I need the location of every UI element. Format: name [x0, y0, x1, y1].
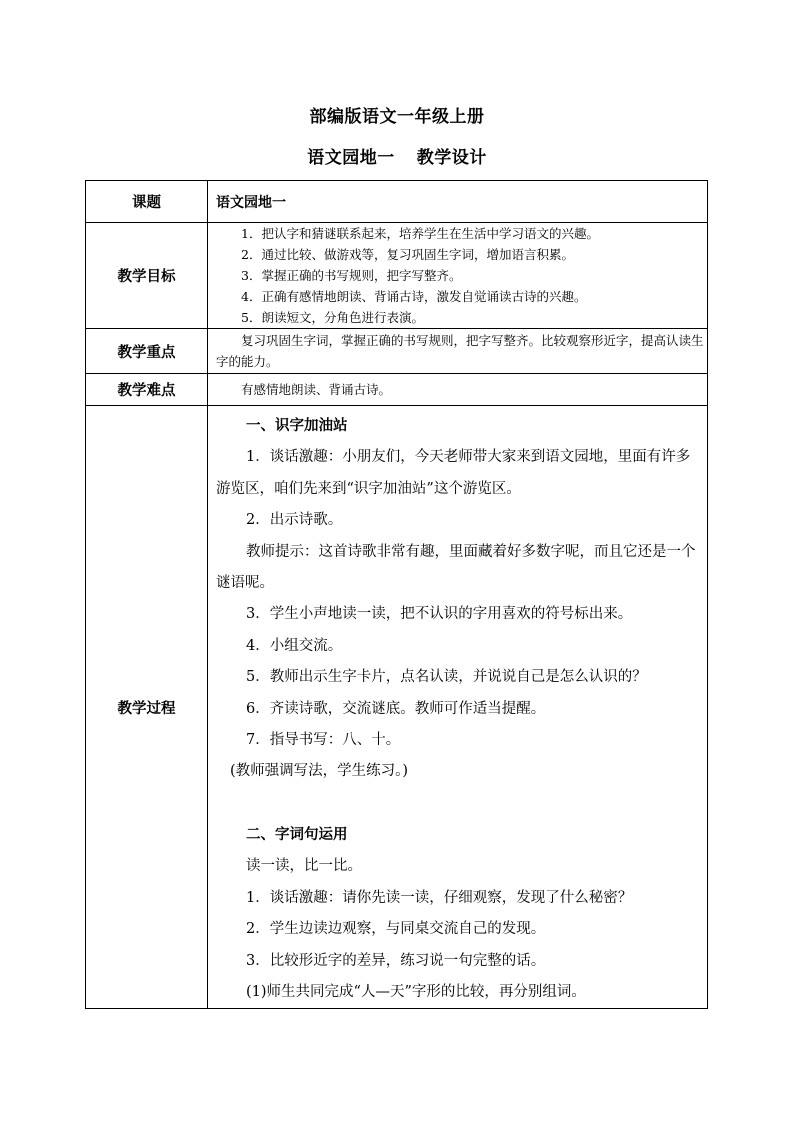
objective-item: 4．正确有感情地朗读、背诵古诗，激发自觉诵读古诗的兴趣。	[241, 289, 587, 304]
process-line: 1．谈话激趣：小朋友们，今天老师带大家来到语文园地，里面有许多游览区，咱们先来到“识字加油站”这个游览区。	[216, 449, 691, 497]
value-topic: 语文园地一	[208, 181, 708, 223]
value-process	[208, 406, 708, 1009]
subtitle-part2: 教学设计	[416, 148, 487, 168]
process-line: 7．指导书写：八、十。	[246, 732, 401, 749]
section-heading: 一、识字加油站	[246, 418, 348, 434]
lesson-plan-table	[85, 180, 708, 1009]
objective-item: 5．朗读短文，分角色进行表演。	[241, 310, 424, 325]
objective-item: 3．掌握正确的书写规则，把字写整齐。	[241, 268, 462, 283]
row-key-points	[86, 329, 708, 374]
label-key-points: 教学重点	[86, 329, 208, 374]
value-key-points: 复习巩固生字词，掌握正确的书写规则，把字写整齐。比较观察形近字，提高认读生字的能力。	[208, 329, 708, 374]
process-line: (1)师生共同完成“人—天”字形的比较，再分别组词。	[246, 983, 586, 1000]
label-objectives: 教学目标	[86, 223, 208, 329]
value-difficulties: 有感情地朗读、背诵古诗。	[208, 374, 708, 406]
process-line: 6．齐读诗歌，交流谜底。教师可作适当提醒。	[246, 700, 546, 717]
objective-item: 1．把认字和猜谜联系起来，培养学生在生活中学习语文的兴趣。	[241, 226, 599, 241]
label-topic: 课题	[86, 181, 208, 223]
row-topic	[86, 181, 708, 223]
label-difficulties: 教学难点	[86, 374, 208, 406]
process-line: 4．小组交流。	[246, 637, 343, 654]
process-line: 2．学生边读边观察，与同桌交流自己的发现。	[246, 921, 546, 938]
row-process	[86, 406, 708, 1009]
section-heading: 二、字词句运用	[246, 826, 348, 843]
objective-item: 2．通过比较、做游戏等，复习巩固生字词，增加语言积累。	[241, 247, 574, 262]
process-line: 教师提示：这首诗歌非常有趣，里面藏着好多数字呢，而且它还是一个谜语呢。	[216, 543, 696, 592]
process-line: 3．学生小声地读一读，把不认识的字用喜欢的符号标出来。	[246, 606, 633, 623]
value-objectives	[208, 223, 708, 329]
process-line: 读一读，比一比。	[246, 858, 362, 875]
process-line: 5．教师出示生字卡片，点名认读，并说说自己是怎么认识的？	[246, 669, 647, 686]
process-line: 1．谈话激趣：请你先读一读，仔细观察，发现了什么秘密？	[246, 889, 633, 906]
row-objectives	[86, 223, 708, 329]
process-line: 2．出示诗歌。	[246, 512, 343, 529]
process-note: (教师强调写法，学生练习。)	[230, 763, 409, 780]
document-subtitle	[0, 148, 794, 168]
process-line: 3．比较形近字的差异，练习说一句完整的话。	[246, 952, 546, 969]
document-title: 部编版语文一年级上册	[309, 107, 485, 127]
row-difficulties	[86, 374, 708, 406]
label-process: 教学过程	[86, 406, 208, 1009]
subtitle-part1: 语文园地一	[307, 148, 395, 168]
